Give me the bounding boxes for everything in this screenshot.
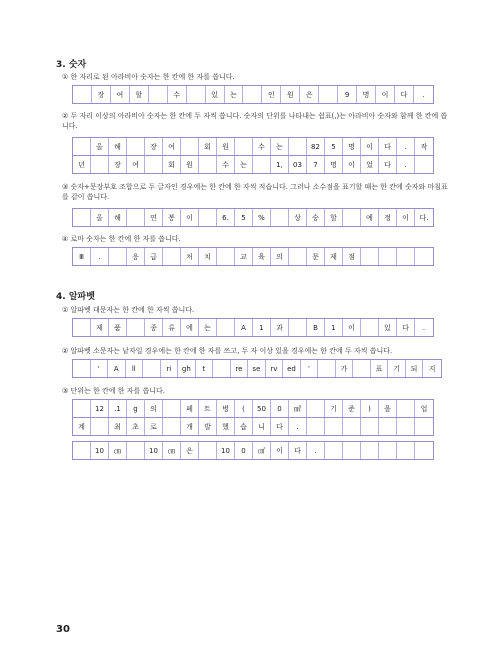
grid-cell bbox=[163, 248, 181, 265]
grid-cell: 1 bbox=[253, 319, 271, 336]
grid-cell: 업 bbox=[420, 404, 428, 413]
grid-cell bbox=[325, 442, 343, 459]
grid-cell bbox=[289, 248, 307, 265]
manuscript-grid bbox=[72, 155, 434, 174]
grid-cell: 50 bbox=[253, 400, 271, 417]
grid-cell bbox=[289, 138, 307, 155]
grid-cell: 10 bbox=[145, 442, 163, 459]
grid-cell: 었 bbox=[361, 156, 379, 173]
grid-cell: 9 bbox=[338, 86, 357, 103]
grid-cell bbox=[127, 138, 145, 155]
grid-cell bbox=[361, 418, 379, 435]
grid-cell: 이 bbox=[397, 209, 415, 226]
grid-cell: . bbox=[397, 156, 415, 173]
grid-cell: 인 bbox=[262, 86, 281, 103]
manuscript-grid bbox=[72, 247, 434, 266]
grid-cell: 명 bbox=[357, 86, 376, 103]
grid-cell: 할 bbox=[325, 209, 343, 226]
grid-cell: 발 bbox=[199, 418, 217, 435]
manuscript-grid bbox=[72, 208, 434, 227]
grid-cell: 5 bbox=[325, 138, 343, 155]
grid-cell: 제 bbox=[325, 248, 343, 265]
grid-cell: 수 bbox=[168, 86, 187, 103]
grid-cell: 승 bbox=[307, 209, 325, 226]
grid-cell bbox=[73, 138, 91, 155]
grid-cell: 년 bbox=[73, 156, 91, 173]
grid-cell: 1, bbox=[271, 156, 289, 173]
grid-cell: 트 bbox=[199, 400, 217, 417]
instruction-text: ① 알파벳 대문자는 한 칸에 한 자씩 씁니다. bbox=[62, 306, 195, 314]
grid-cell: Ⅲ bbox=[73, 248, 91, 265]
grid-cell: 6. bbox=[217, 209, 235, 226]
page-number: 30 bbox=[56, 624, 70, 635]
grid-cell: 상 bbox=[289, 209, 307, 226]
grid-cell: .1 bbox=[109, 400, 127, 417]
grid-cell: ㎖ bbox=[289, 400, 307, 417]
instruction-text: ① 한 자리로 된 아라비아 숫자는 한 칸에 한 자를 씁니다. bbox=[62, 73, 235, 81]
grid-cell: 되 bbox=[406, 360, 424, 377]
grid-cell: 최 bbox=[109, 418, 127, 435]
grid-cell: 해 bbox=[109, 209, 127, 226]
grid-cell: g bbox=[127, 400, 145, 417]
grid-cell: ’ bbox=[301, 360, 319, 377]
grid-cell: 명 bbox=[343, 138, 361, 155]
manuscript-grid bbox=[72, 399, 434, 418]
grid-cell bbox=[319, 86, 338, 103]
grid-cell bbox=[397, 418, 415, 435]
grid-cell: 12 bbox=[91, 400, 109, 417]
grid-cell: 계 bbox=[73, 418, 91, 435]
grid-cell: 연 bbox=[145, 209, 163, 226]
grid-cell: . bbox=[307, 442, 325, 459]
grid-cell bbox=[379, 442, 397, 459]
grid-cell bbox=[397, 442, 415, 459]
grid-cell: 가 bbox=[336, 360, 354, 377]
grid-cell: 기 bbox=[388, 360, 406, 377]
grid-cell: 류 bbox=[163, 319, 181, 336]
grid-cell: 원 bbox=[181, 156, 199, 173]
grid-cell bbox=[181, 138, 199, 155]
grid-cell: 는 bbox=[271, 138, 289, 155]
grid-cell: . bbox=[422, 90, 425, 99]
grid-cell: 다 bbox=[397, 319, 415, 336]
grid-cell bbox=[379, 248, 397, 265]
grid-cell bbox=[73, 209, 91, 226]
grid-cell: 7 bbox=[307, 156, 325, 173]
section-title-numbers: 3. 숫자 bbox=[56, 60, 87, 70]
grid-cell: 했 bbox=[217, 418, 235, 435]
grid-cell: 니 bbox=[253, 418, 271, 435]
grid-cell bbox=[415, 156, 433, 173]
grid-cell bbox=[91, 156, 109, 173]
grid-cell bbox=[163, 418, 181, 435]
grid-cell bbox=[217, 319, 235, 336]
grid-cell bbox=[163, 400, 181, 417]
grid-cell: . bbox=[422, 323, 426, 332]
grid-cell: ri bbox=[161, 360, 179, 377]
instruction-text: ③ 단위는 한 칸에 한 자를 씁니다. bbox=[62, 387, 165, 395]
grid-cell: 다. bbox=[419, 213, 429, 222]
grid-cell: 종 bbox=[145, 319, 163, 336]
manuscript-grid bbox=[72, 441, 434, 460]
grid-cell: 은 bbox=[181, 442, 199, 459]
grid-cell: 이 bbox=[181, 209, 199, 226]
grid-cell: 여 bbox=[163, 138, 181, 155]
grid-cell: 회 bbox=[199, 138, 217, 155]
grid-cell bbox=[217, 248, 235, 265]
grid-cell: 원 bbox=[217, 138, 235, 155]
grid-cell: 기 bbox=[325, 400, 343, 417]
grid-cell bbox=[397, 400, 415, 417]
grid-cell: 문 bbox=[307, 248, 325, 265]
grid-cell bbox=[73, 86, 92, 103]
grid-cell bbox=[325, 418, 343, 435]
grid-cell bbox=[73, 400, 91, 417]
grid-cell bbox=[307, 400, 325, 417]
grid-cell: 다 bbox=[289, 442, 307, 459]
grid-cell: 을 bbox=[379, 400, 397, 417]
grid-cell bbox=[361, 442, 379, 459]
grid-cell: 제 bbox=[91, 319, 109, 336]
grid-cell bbox=[397, 248, 415, 265]
grid-cell: 여 bbox=[111, 86, 130, 103]
grid-cell: 로 bbox=[145, 418, 163, 435]
grid-cell bbox=[213, 360, 231, 377]
grid-cell bbox=[127, 319, 145, 336]
grid-cell: gh bbox=[178, 360, 196, 377]
grid-cell bbox=[73, 442, 91, 459]
instruction-text: ② 두 자리 이상의 아라비아 숫자는 한 칸에 두 자씩 씁니다. 숫자의 단위를 나타내는 쉼표(,)는 아라비아 숫자와 함께 한 칸에 씁니다. bbox=[62, 112, 448, 130]
grid-cell bbox=[187, 86, 206, 103]
grid-cell: 올 bbox=[91, 138, 109, 155]
grid-cell bbox=[253, 156, 271, 173]
grid-cell: 과 bbox=[271, 319, 289, 336]
grid-cell: 다 bbox=[395, 86, 414, 103]
grid-cell: 수 bbox=[217, 156, 235, 173]
grid-cell bbox=[361, 248, 379, 265]
grid-cell: 있 bbox=[206, 86, 225, 103]
grid-cell bbox=[415, 418, 433, 435]
grid-cell: 03 bbox=[289, 156, 307, 173]
grid-cell: 지 bbox=[428, 364, 436, 373]
grid-cell: A bbox=[108, 360, 126, 377]
grid-cell: 0 bbox=[271, 400, 289, 417]
grid-cell bbox=[73, 319, 91, 336]
grid-cell: 0 bbox=[235, 442, 253, 459]
grid-cell: 병 bbox=[217, 400, 235, 417]
grid-cell: 페 bbox=[181, 400, 199, 417]
grid-cell bbox=[343, 442, 361, 459]
grid-cell: . bbox=[91, 248, 109, 265]
grid-cell: ㎝ bbox=[163, 442, 181, 459]
instruction-text: ③ 숫자+문장부호 조합으로 두 글자인 경우에는 한 칸에 한 자씩 적습니다. 그러나 소수점을 표기할 때는 한 칸에 숫자와 마침표를 같이 씁니다. bbox=[62, 183, 448, 201]
grid-cell bbox=[127, 209, 145, 226]
grid-cell: 회 bbox=[163, 156, 181, 173]
grid-cell: 이 bbox=[343, 156, 361, 173]
grid-cell bbox=[343, 418, 361, 435]
grid-cell bbox=[415, 248, 433, 265]
grid-cell: 명 bbox=[325, 156, 343, 173]
grid-cell: 에 bbox=[181, 319, 199, 336]
grid-cell: 의 bbox=[145, 400, 163, 417]
grid-cell: 10 bbox=[217, 442, 235, 459]
grid-cell bbox=[318, 360, 336, 377]
grid-cell: ed bbox=[283, 360, 301, 377]
grid-cell bbox=[271, 209, 289, 226]
grid-cell bbox=[379, 418, 397, 435]
grid-cell bbox=[235, 138, 253, 155]
grid-cell: 장 bbox=[109, 156, 127, 173]
grid-cell: 봉 bbox=[163, 209, 181, 226]
grid-cell: 품 bbox=[109, 319, 127, 336]
grid-cell: 표 bbox=[371, 360, 389, 377]
grid-cell: 는 bbox=[235, 156, 253, 173]
grid-cell: ll bbox=[126, 360, 144, 377]
grid-cell: t bbox=[196, 360, 214, 377]
grid-cell: . bbox=[397, 138, 415, 155]
grid-cell: 작 bbox=[420, 142, 428, 151]
grid-cell bbox=[415, 442, 433, 459]
manuscript-grid bbox=[72, 137, 434, 156]
grid-cell bbox=[143, 360, 161, 377]
grid-cell: 있 bbox=[379, 319, 397, 336]
grid-cell: rv bbox=[266, 360, 284, 377]
grid-cell: 은 bbox=[300, 86, 319, 103]
grid-cell bbox=[199, 442, 217, 459]
manuscript-grid bbox=[72, 359, 442, 378]
grid-cell bbox=[199, 209, 217, 226]
grid-cell: 이 bbox=[271, 442, 289, 459]
grid-cell: 이 bbox=[376, 86, 395, 103]
grid-cell: 올 bbox=[91, 209, 109, 226]
instruction-text: ② 알파벳 소문자는 낱자일 경우에는 한 칸에 한 자를 쓰고, 두 자 이상 있을 경우에는 한 칸에 두 자씩 씁니다. bbox=[62, 347, 393, 355]
grid-cell: 는 bbox=[225, 86, 244, 103]
section-title-alphabet: 4. 알파벳 bbox=[56, 292, 95, 302]
grid-cell: 육 bbox=[253, 248, 271, 265]
grid-cell: 습 bbox=[235, 418, 253, 435]
grid-cell bbox=[307, 418, 325, 435]
manuscript-grid bbox=[72, 417, 434, 436]
grid-cell bbox=[127, 442, 145, 459]
grid-cell bbox=[109, 248, 127, 265]
grid-cell bbox=[73, 360, 91, 377]
grid-cell bbox=[353, 360, 371, 377]
grid-cell bbox=[361, 319, 379, 336]
grid-cell: 점 bbox=[343, 248, 361, 265]
grid-cell: 예 bbox=[361, 209, 379, 226]
grid-cell: 여 bbox=[127, 156, 145, 173]
grid-cell: 준 bbox=[343, 400, 361, 417]
grid-cell: 원 bbox=[281, 86, 300, 103]
grid-cell: ㎝ bbox=[109, 442, 127, 459]
instruction-text: ④ 로마 숫자는 한 칸에 한 자를 씁니다. bbox=[62, 235, 181, 243]
grid-cell: % bbox=[253, 209, 271, 226]
grid-cell: 장 bbox=[92, 86, 111, 103]
grid-cell: 이 bbox=[361, 138, 379, 155]
grid-cell: ) bbox=[361, 400, 379, 417]
grid-cell bbox=[91, 418, 109, 435]
grid-cell: 다 bbox=[271, 418, 289, 435]
grid-cell: 10 bbox=[91, 442, 109, 459]
grid-cell: 1 bbox=[325, 319, 343, 336]
grid-cell: ㎠ bbox=[253, 442, 271, 459]
grid-cell bbox=[199, 156, 217, 173]
grid-cell: 정 bbox=[379, 209, 397, 226]
grid-cell: 치 bbox=[199, 248, 217, 265]
grid-cell bbox=[289, 319, 307, 336]
grid-cell: 장 bbox=[145, 138, 163, 155]
grid-cell bbox=[343, 209, 361, 226]
grid-cell: 수 bbox=[253, 138, 271, 155]
grid-cell: 의 bbox=[271, 248, 289, 265]
grid-cell: 급 bbox=[145, 248, 163, 265]
grid-cell: 는 bbox=[199, 319, 217, 336]
grid-cell: 이 bbox=[343, 319, 361, 336]
grid-cell: 5 bbox=[235, 209, 253, 226]
grid-cell: 다 bbox=[379, 138, 397, 155]
grid-cell: 응 bbox=[127, 248, 145, 265]
grid-cell: 개 bbox=[181, 418, 199, 435]
grid-cell: ( bbox=[235, 400, 253, 417]
grid-cell: 교 bbox=[235, 248, 253, 265]
grid-cell: 처 bbox=[181, 248, 199, 265]
grid-cell: 할 bbox=[130, 86, 149, 103]
grid-cell: ‘ bbox=[91, 360, 109, 377]
grid-cell: 초 bbox=[127, 418, 145, 435]
manuscript-grid bbox=[72, 318, 434, 337]
grid-cell: se bbox=[248, 360, 266, 377]
grid-cell bbox=[149, 86, 168, 103]
grid-cell: re bbox=[231, 360, 249, 377]
grid-cell: B bbox=[307, 319, 325, 336]
grid-cell: . bbox=[289, 418, 307, 435]
grid-cell: 82 bbox=[307, 138, 325, 155]
manuscript-grid bbox=[72, 85, 434, 104]
grid-cell bbox=[243, 86, 262, 103]
grid-cell: 해 bbox=[109, 138, 127, 155]
grid-cell: 다 bbox=[379, 156, 397, 173]
grid-cell bbox=[145, 156, 163, 173]
grid-cell: A bbox=[235, 319, 253, 336]
